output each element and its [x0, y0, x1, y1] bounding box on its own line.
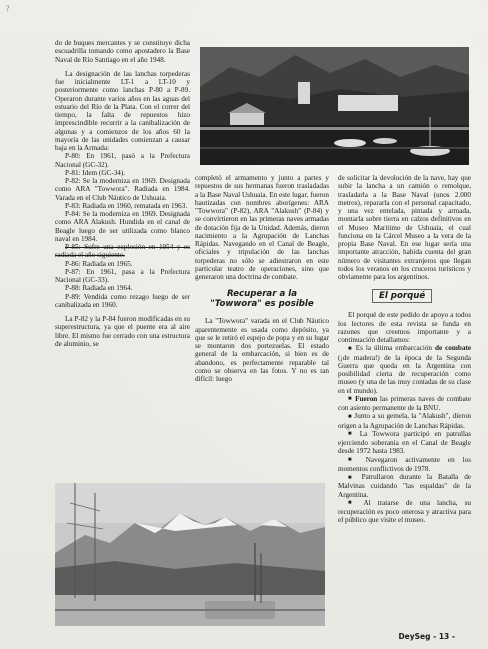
corner-mark: ? — [6, 4, 10, 13]
list-item: P-89: Vendida como rezago luego de ser canibalizada en 1960. — [55, 292, 190, 309]
column-1 — [55, 39, 190, 348]
page-footer: DeySeg - 13 - — [398, 632, 455, 641]
column-2 — [195, 174, 329, 383]
bullet-item: ■ Es la última embarcación de combate (¡de madera!) de la época de la Segunda Guerra que queda en la Argentina con posibilidad cierta de recuperación como museo (y una de las muy contadas de su clase en el mundo). — [338, 344, 472, 395]
heading-line: "Towwora" es posible — [210, 299, 314, 310]
col1-paragraph-3: La P-82 y la P-84 fueron modificadas en su superestructura, ya que el puente era al aire libre. El mismo fue cerrado con una estructura de aluminio, se — [55, 315, 190, 348]
list-item: P-80: En 1961, pasó a la Prefectura Nacional (GC-32). — [55, 152, 190, 169]
mountains-photo-image — [55, 483, 325, 626]
list-item: P-84: Se la moderniza en 1969. Designada como ARA Alakush. Hundida en el canal de Beagle luego de ser utilizada como blanco naval en 1984. — [55, 210, 190, 243]
list-item: P-88: Radiada en 1964. — [65, 284, 133, 293]
list-item: P-86: Radiada en 1965. — [65, 259, 133, 268]
section-heading-recuperar — [195, 289, 329, 309]
bullet-item: ■ Junto a su gemela, la "Alakush", dieron origen a la Agrupación de Lanchas Rápidas. — [338, 412, 472, 430]
bullet-square-icon: ■ — [348, 431, 355, 438]
list-item: P-87: En 1961, pasa a la Prefectura Nacional (GC-33). — [55, 267, 190, 284]
harbour-photo-image — [200, 47, 469, 165]
bullet-square-icon: ■ — [348, 474, 356, 481]
heading-line: Recuperar a la — [226, 289, 297, 300]
bullet-square-icon: ■ — [348, 413, 353, 420]
harbour-photo — [200, 47, 469, 165]
col1-paragraph-2: La designación de las lanchas torpederas fue inicialmente LT-1 a LT-10 y posteriormente como lanchas P-80 a P-89. Operaron durante varios años en las aguas del estuario del Río de la Plata. Con el correr del tiempo, la falta de repuestos hizo imprescindible recurrir a la canibalización de algunas y a comienzos de los años 60 la mayoría de las unidades comienzan a causar baja en la Armada: — [55, 69, 190, 152]
bullet-item: ■ Navegaron activamente en los momentos conflictivos de 1978. — [338, 455, 472, 473]
bullet-item: ■ Al tratarse de una lancha, su recuperación es poco onerosa y atractiva para el público que visite el museo. — [338, 498, 471, 525]
bullet-square-icon: ■ — [348, 345, 353, 352]
bullet-square-icon: ■ — [348, 457, 358, 463]
list-item-struck: P-85: Sufre una explosión en 1954 y es radiada el año siguiente. — [55, 243, 190, 260]
col3-paragraph-2: El porqué de este pedido de apoyo a todos los lectores de esta revista se funda en razones que creemos importante y a continuación detallamos: — [338, 311, 471, 344]
bullet-item: ■ Patrullaron durante la Batalla de Malvinas cuidando "las espaldas" de la Argentina. — [338, 473, 471, 499]
col2-paragraph-2: La "Towwora" varada en el Club Náutico aparentemente es usada como depósito, ya que se le retiró el espejo de popa y en su lugar se montaron dos portezuelas. El estado general de la embarcación, si bien es de abandono, es perfectamente reparable tal como se observa en las fotos. Y no es tan difícil: luego — [195, 317, 329, 383]
list-item: P-83: Radiada en 1960, rematada en 1963. — [65, 201, 188, 210]
mountains-photo — [55, 483, 325, 626]
col1-paragraph-1: do de buques mercantes y se constituye dicha escuadrilla tomando como apostadero la Base Naval de Río Santiago en el año 1948. — [55, 39, 190, 64]
bullet-square-icon: ■ — [348, 396, 353, 403]
list-item: P-81: Idem (GC-34). — [65, 168, 126, 177]
bullet-square-icon: ■ — [348, 500, 357, 507]
list-item: P-82: Se la moderniza en 1969. Designada como ARA "Towwora". Radiada en 1984. Varada en el Club Náutico de Ushuaia. — [55, 177, 190, 202]
bullet-item: ■ La Towwora participó en patrullas ejerciendo soberanía en el Canal de Beagle desde 1972 hasta 1983. — [338, 429, 472, 456]
col2-paragraph-1: completó el armamento y junto a partes y repuestos de sus hermanas fueron trasladadas a la Base Naval Ushuaia. En este lugar, fueron bautizadas con nombres aborígenes: ARA "Towwora" (P-82), ARA "Alakush" (P-84) y se convirtieron en las primeras naves armadas de dotación fija de la Unidad. Además, dieron nacimiento a la Agrupación de Lanchas Rápidas. Navegando en el Canal de Beagle, oficiales y tripulación de las lanchas torpederas no sólo se adiestraron en este particular teatro de operaciones, sino que generaron una doctrina de combate. — [195, 174, 329, 281]
section-heading-porque: El porqué — [372, 289, 432, 303]
bullet-item: ■ Fueron las primeras naves de combate con asiento permanente de la BNU. — [338, 394, 472, 412]
col3-paragraph-1: de solicitar la devolución de la nave, hay que subir la lancha a un camión o remolque, trasladarla a la Base Naval (unos 2.000 metros), repararla con el personal capacitado, y una vez entelada, pintada y armada, montarla sobre tierra en calzos definitivos en el Museo Marítimo de Ushuaia, el cual funciona en la Cárcel Museo a la vera de la propia Base Naval. En ese lugar sería una importante atracción, habida cuenta del gran número de visitantes extranjeros que llegan todos los veranos en los cruceros turísticos y obviamente para los argentinos. — [338, 174, 471, 281]
column-3 — [338, 174, 471, 525]
